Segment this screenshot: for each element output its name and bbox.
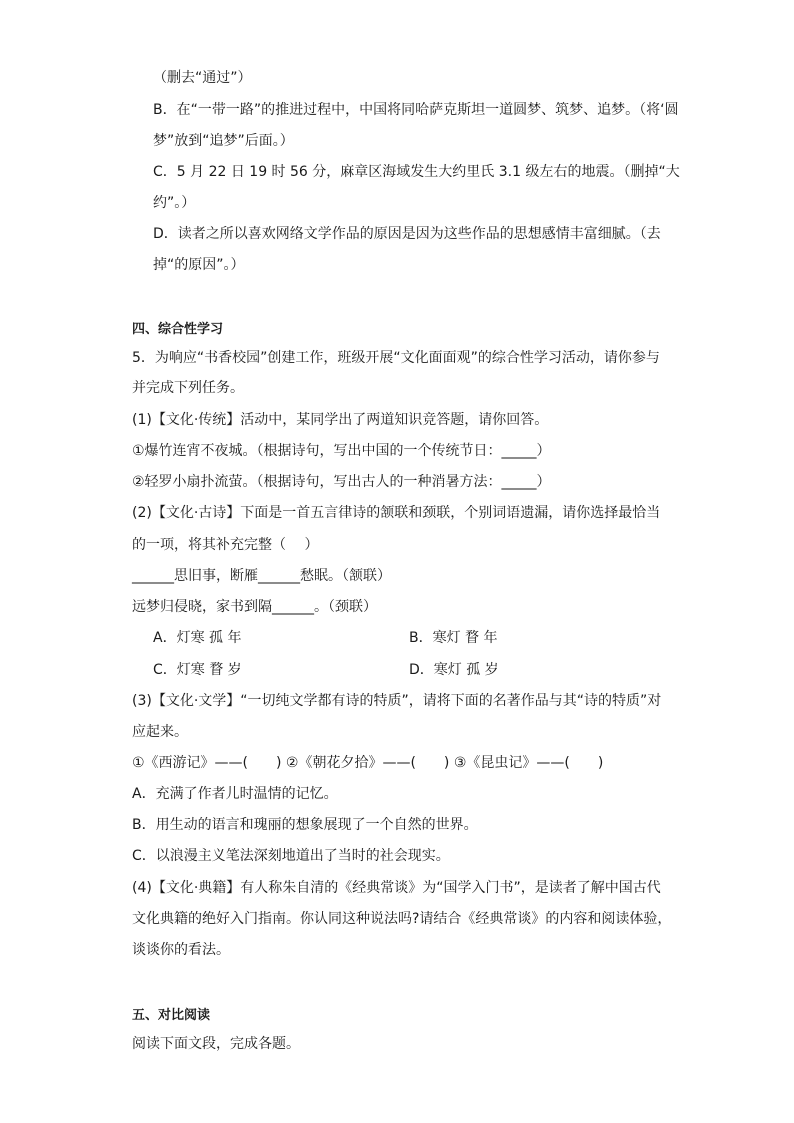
match-option-b: B．用生动的语言和瑰丽的想象展现了一个自然的世界。 [132, 817, 478, 833]
option-c-line2: 约”。） [153, 195, 196, 211]
q5-part1-item2: ②轻罗小扇扑流萤。（根据诗句，写出古人的一种消暑方法：_____） [132, 474, 551, 490]
choice-c: C．灯寒 瞀 岁 [153, 662, 242, 678]
choice-b: B．寒灯 瞀 年 [409, 630, 498, 646]
choice-a: A．灯寒 孤 年 [153, 630, 242, 646]
q5-part4-line3: 谈谈你的看法。 [132, 942, 230, 958]
q5-part2-line2: 的一项，将其补充完整（ ） [132, 537, 319, 553]
option-a-note: （删去“通过”） [153, 70, 252, 86]
q5-part3-line1: (3)【文化·文学】“一切纯文学都有诗的特质”，请将下面的名著作品与其“诗的特质”对 [132, 693, 662, 709]
option-b-line1: B．在“一带一路”的推进过程中，中国将同哈萨克斯坦一道圆梦、筑梦、追梦。（将‘圆 [153, 102, 679, 118]
q5-part4-line1: (4)【文化·典籍】有人称朱自清的《经典常谈》为“国学入门书”，是读者了解中国古代 [132, 880, 661, 896]
section5-heading: 五、对比阅读 [132, 1008, 211, 1023]
section5-intro: 阅读下面文段，完成各题。 [132, 1036, 300, 1052]
q5-part4-line2: 文化典籍的绝好入门指南。你认同这种说法吗?请结合《经典常谈》的内容和阅读体验， [132, 911, 672, 927]
section4-heading: 四、综合性学习 [132, 322, 224, 337]
match-items: ①《西游记》——( ) ②《朝花夕拾》——( ) ③《昆虫记》——( ) [132, 755, 604, 771]
poem-line2: 远梦归侵晓，家书到隔______。（颈联） [132, 599, 377, 615]
option-c-line1: C．5 月 22 日 19 时 56 分，麻章区海域发生大约里氏 3.1 级左右的地震。（删掉“大 [153, 164, 680, 180]
q5-line2: 并完成下列任务。 [132, 380, 244, 396]
option-d-line2: 掉“的原因”。） [153, 257, 245, 273]
q5-part1: (1)【文化·传统】活动中，某同学出了两道知识竞答题，请你回答。 [132, 412, 549, 428]
q5-part1-item1: ①爆竹连宵不夜城。（根据诗句，写出中国的一个传统节日：_____） [132, 443, 551, 459]
match-option-a: A．充满了作者儿时温情的记忆。 [132, 786, 338, 802]
choice-d: D．寒灯 孤 岁 [409, 662, 499, 678]
option-b-line2: 梦”放到“追梦”后面。） [153, 133, 294, 149]
q5-line1: 5．为响应“书香校园”创建工作，班级开展“文化面面观”的综合性学习活动，请你参与 [132, 350, 660, 366]
poem-line1: ______思旧事，断雁______愁眠。（颔联） [132, 568, 391, 584]
match-option-c: C．以浪漫主义笔法深刻地道出了当时的社会现实。 [132, 848, 450, 864]
q5-part3-line2: 应起来。 [132, 724, 188, 740]
option-d-line1: D．读者之所以喜欢网络文学作品的原因是因为这些作品的思想感情丰富细腻。（去 [153, 226, 661, 242]
q5-part2-line1: (2)【文化·古诗】下面是一首五言律诗的颔联和颈联，个别词语遗漏，请你选择最恰当 [132, 505, 661, 521]
